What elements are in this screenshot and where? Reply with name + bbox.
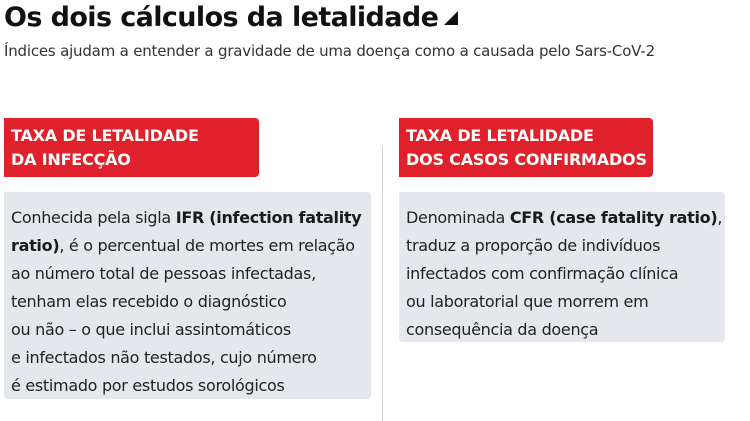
page-subtitle: Índices ajudam a entender a gravidade de uma doença como a causada pelo Sars-CoV-2 [4, 42, 655, 60]
ifr-header-line-2: DA INFECÇÃO [11, 150, 131, 169]
ifr-term: IFR (infection fatality [175, 208, 362, 227]
ifr-header [4, 118, 259, 177]
cfr-line-1-text: Denominada [406, 208, 510, 227]
column-divider [382, 146, 383, 421]
cfr-line-3: infectados com confirmação clínica [406, 264, 679, 283]
ifr-header-line-1: TAXA DE LETALIDADE [11, 126, 199, 145]
ifr-line-2-text: , é o percentual de mortes em relação [59, 236, 355, 255]
cfr-line-4: ou laboratorial que morrem em [406, 292, 649, 311]
ifr-line-1 [11, 204, 363, 232]
ifr-line-4: tenham elas recebido o diagnóstico [11, 292, 287, 311]
cfr-line-1-comma: , [717, 208, 723, 227]
ifr-term-end: ratio) [11, 236, 60, 255]
cfr-term: CFR (case fatality ratio) [509, 208, 718, 227]
cfr-header-line-2: DOS CASOS CONFIRMADOS [406, 150, 647, 169]
ifr-line-6: e infectados não testados, cujo número [11, 348, 317, 367]
cfr-header [399, 118, 653, 177]
ifr-line-2 [11, 232, 363, 260]
cfr-description [399, 192, 725, 342]
corner-triangle-icon [444, 11, 458, 25]
ifr-line-7: é estimado por estudos sorológicos [11, 376, 285, 395]
cfr-line-1 [406, 204, 723, 232]
cfr-header-line-1: TAXA DE LETALIDADE [406, 126, 594, 145]
cfr-line-2: traduz a proporção de indivíduos [406, 236, 661, 255]
ifr-line-3: ao número total de pessoas infectadas, [11, 264, 316, 283]
ifr-line-5: ou não – o que inclui assintomáticos [11, 320, 291, 339]
cfr-line-5: consequência da doença [406, 320, 599, 339]
page-title [4, 2, 458, 33]
ifr-description [4, 192, 371, 399]
page-title-text: Os dois cálculos da letalidade [4, 2, 439, 33]
ifr-line-1-text: Conhecida pela sigla [11, 208, 176, 227]
